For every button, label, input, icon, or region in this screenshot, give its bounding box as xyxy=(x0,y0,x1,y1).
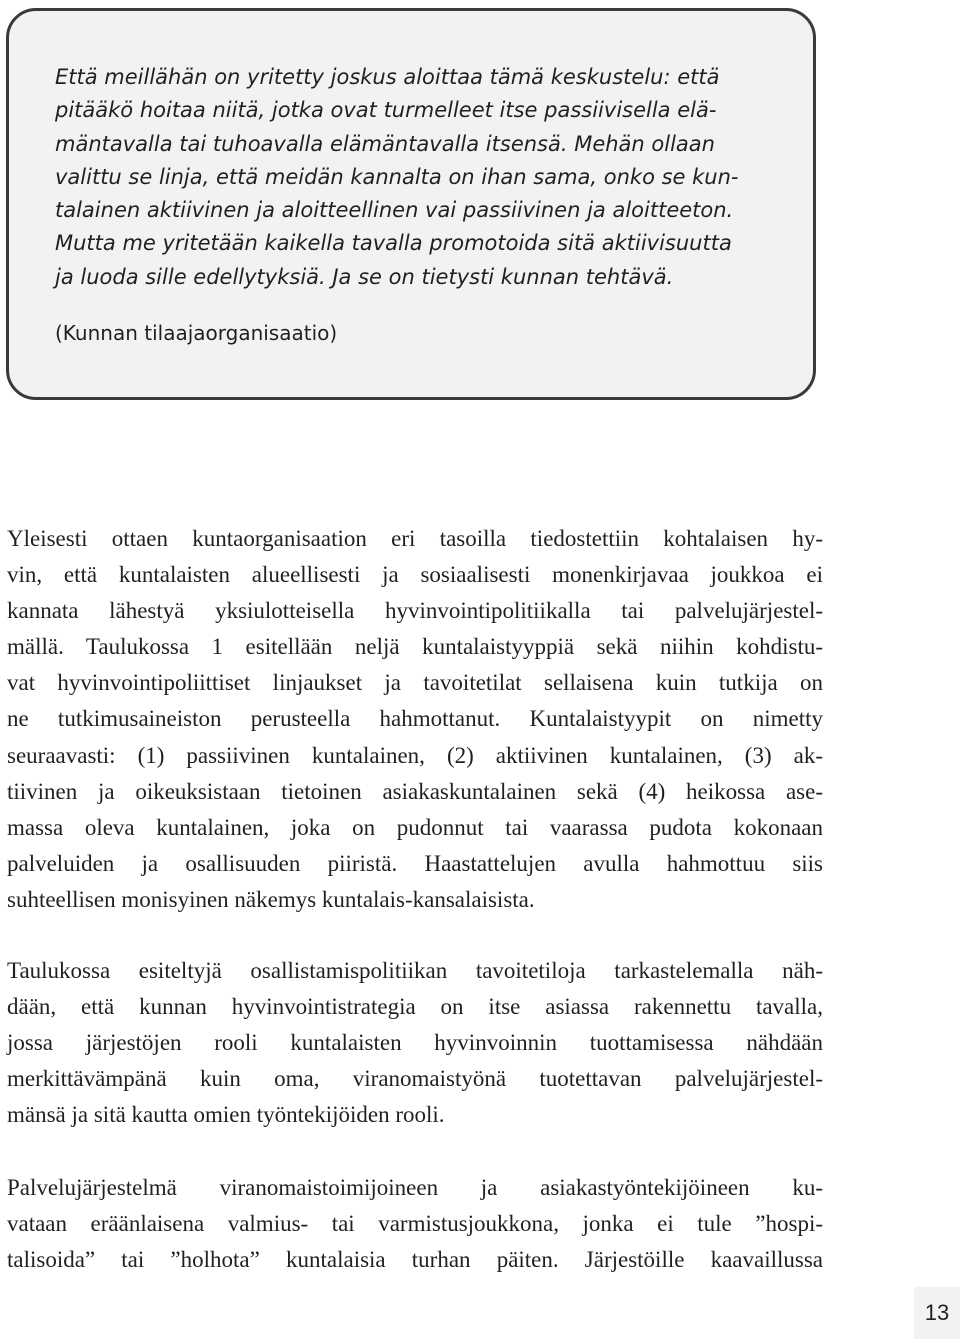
paragraph-line: Yleisesti ottaen kuntaorganisaation eri tasoilla tiedostettiin kohtalaisen hy- xyxy=(7,526,823,551)
paragraph-line: kannata lähestyä yksiulotteisella hyvinvointipolitiikalla tai palvelujärjestel- xyxy=(7,598,823,624)
paragraph-line: tiivinen ja oikeuksistaan tietoinen asiakaskuntalainen sekä (4) heikossa ase- xyxy=(7,778,823,804)
paragraph-line: Taulukossa esiteltyjä osallistamispolitiikan tavoitetiloja tarkastelemalla näh- xyxy=(7,958,823,983)
paragraph-line: mänsä ja sitä kautta omien työntekijöiden rooli. xyxy=(7,1102,445,1128)
body-paragraph xyxy=(7,521,823,918)
paragraph-line: merkittävämpänä kuin oma, viranomaistyönä tuotettavan palvelujärjestel- xyxy=(7,1066,823,1092)
interview-quote xyxy=(55,61,795,294)
paragraph-line: talisoida” tai ”holhota” kuntalaisia turhan päiten. Järjestöille kaavaillussa xyxy=(7,1247,823,1273)
paragraph-line: Palvelujärjestelmä viranomaistoimijoineen ja asiakastyöntekijöineen ku- xyxy=(7,1175,823,1200)
quote-line: mäntavalla tai tuhoavalla elämäntavalla itsensä. Mehän ollaan xyxy=(55,131,715,156)
paragraph-line: jossa järjestöjen rooli kuntalaisten hyvinvoinnin tuottamisessa nähdään xyxy=(7,1030,823,1056)
paragraph-line: suhteellisen monisyinen näkemys kuntalais-kansalaisista. xyxy=(7,886,535,912)
paragraph-line: vin, että kuntalaisten alueellisesti ja sosiaalisesti monenkirjavaa joukkoa ei xyxy=(7,562,823,588)
paragraph-line: vat hyvinvointipoliittiset linjaukset ja tavoitetilat sellaisena kuin tutkija on xyxy=(7,670,823,696)
quote-line: Mutta me yritetään kaikella tavalla promotoida sitä aktiivisuutta xyxy=(55,231,732,256)
quote-line: Että meillähän on yritetty joskus aloittaa tämä keskustelu: että xyxy=(55,65,720,89)
quote-line: talainen aktiivinen ja aloitteellinen vai passiivinen ja aloitteeton. xyxy=(55,198,734,223)
quote-line: ja luoda sille edellytyksiä. Ja se on tietysti kunnan tehtävä. xyxy=(55,264,674,289)
paragraph-line: mällä. Taulukossa 1 esitellään neljä kuntalaistyyppiä sekä niihin kohdistu- xyxy=(7,634,823,660)
body-paragraph xyxy=(7,1170,823,1278)
paragraph-line: vataan eräänlaisena valmius- tai varmistusjoukkona, jonka ei tule ”hospi- xyxy=(7,1211,823,1237)
paragraph-line: seuraavasti: (1) passiivinen kuntalainen, (2) aktiivinen kuntalainen, (3) ak- xyxy=(7,742,823,768)
paragraph-line: ne tutkimusaineiston perusteella hahmottanut. Kuntalaistyypit on nimetty xyxy=(7,706,823,732)
quote-source: (Kunnan tilaajaorganisaatio) xyxy=(55,321,338,345)
quote-line: pitääkö hoitaa niitä, jotka ovat turmelleet itse passiivisella elä- xyxy=(55,98,717,123)
paragraph-line: palveluiden ja osallisuuden piiristä. Haastattelujen avulla hahmottuu siis xyxy=(7,850,823,876)
interview-quote-box xyxy=(6,8,816,400)
paragraph-line: massa oleva kuntalainen, joka on pudonnut tai vaarassa pudota kokonaan xyxy=(7,814,823,840)
body-paragraph xyxy=(7,953,823,1133)
quote-line: valittu se linja, että meidän kannalta on ihan sama, onko se kun- xyxy=(55,164,739,189)
page-number: 13 xyxy=(914,1287,960,1339)
paragraph-line: dään, että kunnan hyvinvointistrategia on itse asiassa rakennettu tavalla, xyxy=(7,994,823,1020)
